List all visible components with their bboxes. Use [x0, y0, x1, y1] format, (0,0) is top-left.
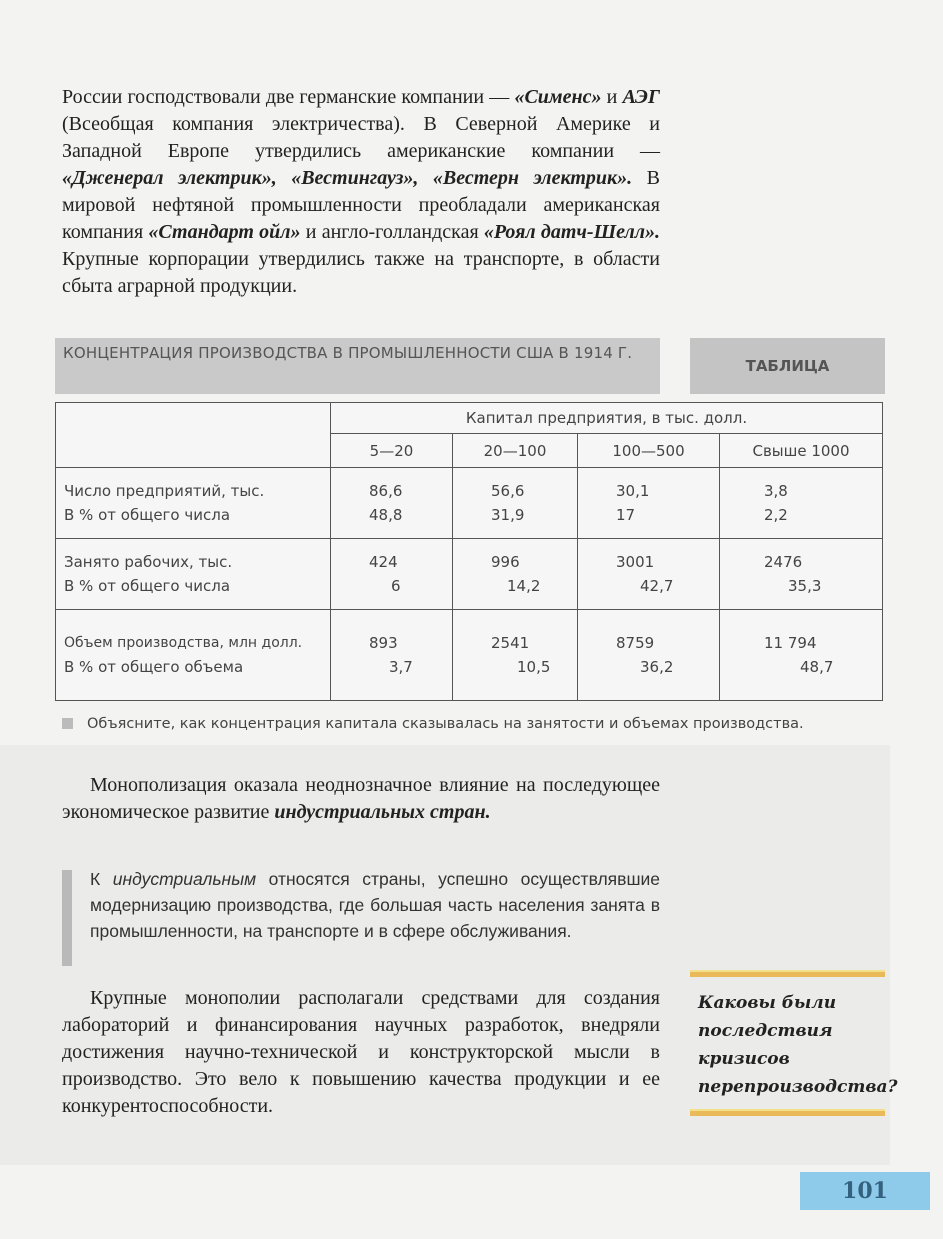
side-question: Каковы были последствия кризисов перепроизводства?: [698, 993, 898, 1097]
column-header: 5—20: [331, 434, 453, 468]
table-caption: КОНЦЕНТРАЦИЯ ПРОИЗВОДСТВА В ПРОМЫШЛЕННОСТИ США В 1914 Г.: [55, 338, 660, 394]
concentration-table: [55, 402, 883, 701]
column-header: Свыше 1000: [720, 434, 883, 468]
row-label: Объем производства, млн долл.: [64, 635, 303, 651]
task-note: Объясните, как концентрация капитала сказывалась на занятости и объемах производства.: [62, 716, 804, 732]
table-row: Число предприятий, тыс. В % от общего числа 86,6 48,8 56,6 31,9 30,1 17 3,8 2,2: [56, 468, 883, 539]
monopolies-paragraph: Крупные монополии располагали средствами для создания лабораторий и финансирования научных разработок, внедряли достижения научно-технической и конструкторской мысли в производство. Это вело к повышению качества продукции и ее конкурентоспособности.: [62, 987, 660, 1117]
intro-paragraph: России господствовали две германские компании — «Сименс» и АЭГ (Всеобщая компания электричества). В Северной Америке и Западной Европе утвердились американские компании — «Дженерал электрик», «Вестингауз», «Вестерн электрик». В мировой нефтяной промышленности преобладали американская компания «Стандарт ойл» и англо-голландская «Роял датч-Шелл». Крупные корпорации утвердились также на транспорте, в области сбыта аграрной продукции.: [62, 86, 661, 297]
empty-header-cell: [56, 403, 331, 468]
row-sublabel: В % от общего числа: [64, 577, 231, 595]
row-sublabel: В % от общего числа: [64, 506, 231, 524]
definition-bar: [62, 870, 72, 966]
table-tag: ТАБЛИЦА: [690, 338, 885, 394]
row-label: Число предприятий, тыс.: [64, 482, 265, 500]
divider: [690, 970, 885, 977]
group-header: Капитал предприятия, в тыс. долл.: [331, 403, 883, 434]
square-bullet-icon: [62, 718, 73, 729]
page-number: 101: [800, 1172, 930, 1210]
row-sublabel: В % от общего объема: [64, 658, 244, 676]
divider: [690, 1109, 885, 1116]
definition-box: К индустриальным относятся страны, успешно осуществлявшие модернизацию производства, где большая часть населения занята в промышленности, на транспорте и в сфере обслуживания.: [62, 866, 660, 944]
row-label: Занято рабочих, тыс.: [64, 553, 233, 571]
side-question-box: [690, 970, 898, 1116]
monopolization-paragraph: Монополизация оказала неоднозначное влияние на последующее экономическое развитие индустриальных стран.: [62, 774, 660, 823]
column-header: 20—100: [453, 434, 578, 468]
table-row: Объем производства, млн долл. В % от общего объема 893 3,7 2541 10,5 8759 36,2 11 794 48,7: [56, 610, 883, 701]
table-row: Занято рабочих, тыс. В % от общего числа 424 6 996 14,2 3001 42,7 2476 35,3: [56, 539, 883, 610]
column-header: 100—500: [578, 434, 720, 468]
